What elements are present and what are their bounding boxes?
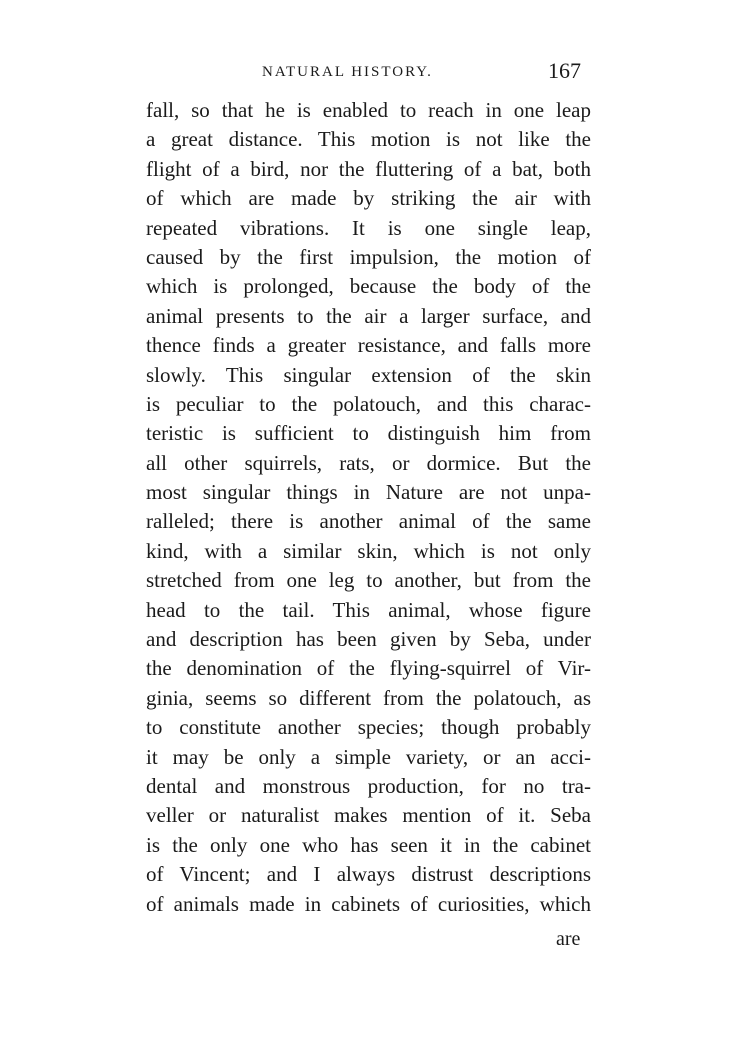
text-line: and description has been given by Seba, under (146, 627, 591, 652)
text-line: of Vincent; and I always distrust descriptions (146, 862, 591, 887)
text-line: most singular things in Nature are not unpa- (146, 480, 591, 505)
text-line: all other squirrels, rats, or dormice. But the (146, 450, 591, 475)
text-line: which is prolonged, because the body of the (146, 274, 591, 299)
catchword: are (556, 928, 581, 950)
text-line: repeated vibrations. It is one single leap, (146, 215, 591, 240)
text-line: is peculiar to the polatouch, and this charac- (146, 391, 591, 416)
text-line: kind, with a similar skin, which is not only (146, 538, 591, 563)
text-line: teristic is sufficient to distinguish him from (146, 421, 591, 446)
text-line: stretched from one leg to another, but from the (146, 568, 591, 593)
text-line: caused by the first impulsion, the motion of (146, 244, 591, 269)
running-head: NATURAL HISTORY. (262, 64, 433, 80)
page-number: 167 (548, 58, 581, 83)
text-line: to constitute another species; though probably (146, 715, 591, 740)
text-line: a great distance. This motion is not like the (146, 127, 591, 152)
text-line: slowly. This singular extension of the skin (146, 362, 591, 387)
text-line: fall, so that he is enabled to reach in one leap (146, 98, 591, 122)
text-line: of which are made by striking the air with (146, 186, 591, 211)
text-line: ralleled; there is another animal of the same (146, 509, 591, 534)
text-line: thence finds a greater resistance, and falls more (146, 333, 591, 358)
text-line: head to the tail. This animal, whose figure (146, 597, 591, 622)
text-line: animal presents to the air a larger surface, and (146, 303, 591, 328)
text-line: of animals made in cabinets of curiosities, which (146, 891, 591, 916)
text-line: dental and monstrous production, for no tra- (146, 773, 591, 798)
text-line: ginia, seems so different from the polatouch, as (146, 685, 591, 710)
body-text (146, 96, 591, 919)
text-line: it may be only a simple variety, or an acci- (146, 744, 591, 769)
text-line: veller or naturalist makes mention of it. Seba (146, 803, 591, 828)
text-line: is the only one who has seen it in the cabinet (146, 832, 591, 857)
text-line: the denomination of the flying-squirrel of Vir- (146, 656, 591, 681)
text-line: flight of a bird, nor the fluttering of a bat, both (146, 156, 591, 181)
